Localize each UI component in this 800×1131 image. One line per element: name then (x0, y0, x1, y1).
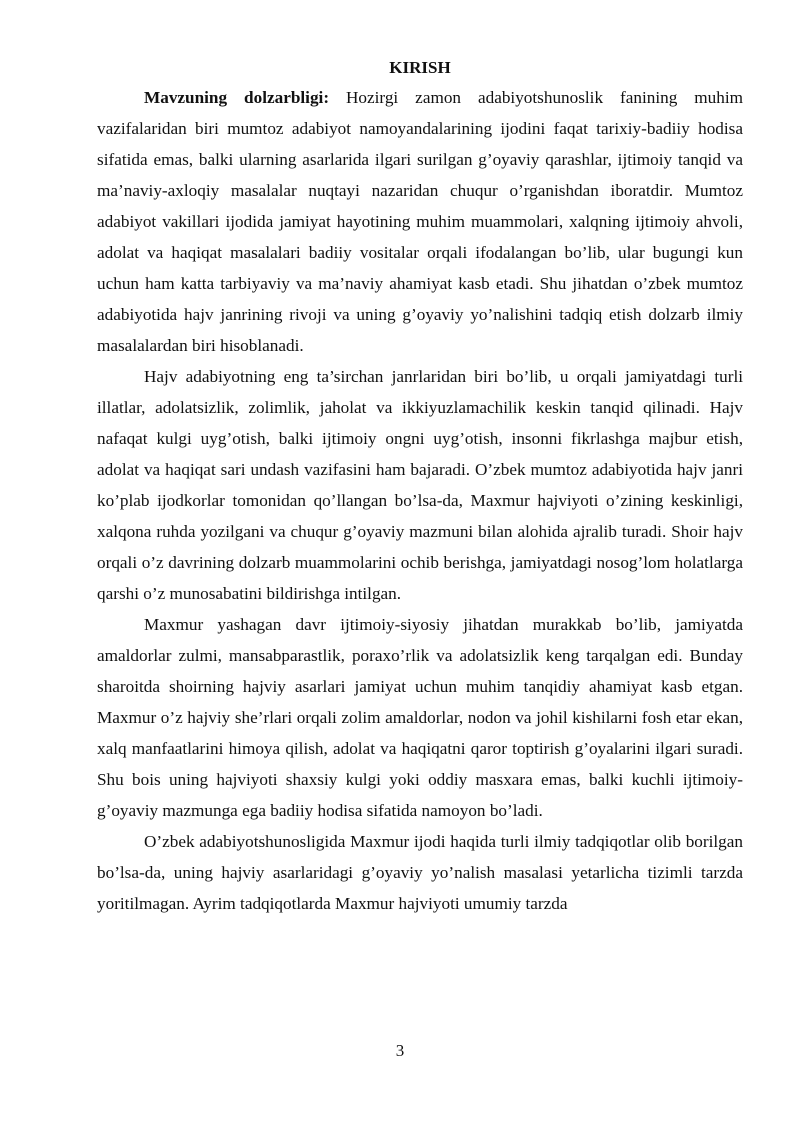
paragraph-text: Maxmur yashagan davr ijtimoiy-siyosiy jihatdan murakkab bo’lib, jamiyatda amaldorlar zulmi, mansabparastlik, poraxo’rlik va adolatsizlik keng tarqalgan edi. Bunday sharoitda shoirning hajviy asarlari jamiyat uchun muhim tanqidiy ahamiyat kasb etgan. Maxmur o’z hajviy she’rlari orqali zolim amaldorlar, nodon va johil kishilarni fosh etar ekan, xalq manfaatlarini himoya qilish, adolat va haqiqatni qaror toptirish g’oyalarini ilgari suradi. Shu bois uning hajviyoti shaxsiy kulgi yoki oddiy masxara emas, balki kuchli ijtimoiy-g’oyaviy mazmunga ega badiiy hodisa sifatida namoyon bo’ladi. (97, 615, 743, 820)
paragraph-research (97, 826, 743, 919)
paragraph-era (97, 609, 743, 826)
paragraph-text: O’zbek adabiyotshunosligida Maxmur ijodi haqida turli ilmiy tadqiqotlar olib borilgan bo’lsa-da, uning hajviy asarlaridagi g’oyaviy yo’nalish masalasi yetarlicha tizimli tarzda yoritilmagan. Ayrim tadqiqotlarda Maxmur hajviyoti umumiy tarzda (97, 832, 743, 913)
paragraph-relevance (97, 82, 743, 361)
section-heading: KIRISH (389, 58, 451, 77)
paragraph-text: Hajv adabiyotning eng ta’sirchan janrlaridan biri bo’lib, u orqali jamiyatdagi turli illatlar, adolatsizlik, zolimlik, jaholat va ikkiyuzlamachilik keskin tanqid qilinadi. Hajv nafaqat kulgi uyg’otish, balki ijtimoiy ongni uyg’otish, insonni fikrlashga majbur etish, adolat va haqiqat sari undash vazifasini ham bajaradi. O’zbek mumtoz adabiyotida hajv janri ko’plab ijodkorlar tomonidan qo’llangan bo’lsa-da, Maxmur hajviyoti o’zining keskinligi, xalqona ruhda yozilgani va chuqur g’oyaviy mazmuni bilan alohida ajralib turadi. Shoir hajv orqali o’z davrining dolzarb muammolarini ochib berishga, jamiyatdagi nosog’lom holatlarga qarshi o’z munosabatini bildirishga intilgan. (97, 367, 743, 603)
paragraph-lead: Mavzuning dolzarbligi: (144, 88, 330, 107)
page-number: 3 (395, 1041, 405, 1060)
document-page (97, 56, 743, 919)
paragraph-satire (97, 361, 743, 609)
paragraph-text: Hozirgi zamon adabiyotshunoslik fanining muhim vazifalaridan biri mumtoz adabiyot namoyandalarining ijodini faqat tarixiy-badiiy hodisa sifatida emas, balki ularning asarlarida ilgari surilgan g’oyaviy qarashlar, ijtimoiy tanqid va ma’naviy-axloqiy masalalar nuqtayi nazaridan chuqur o’rganishdan iboratdir. Mumtoz adabiyot vakillari ijodida jamiyat hayotining muhim muammolari, xalqning ijtimoiy ahvoli, adolat va haqiqat masalalari badiiy vositalar orqali ifodalangan bo’lib, ular bugungi kun uchun ham katta tarbiyaviy va ma’naviy ahamiyat kasb etadi. Shu jihatdan o’zbek mumtoz adabiyotida hajv janrining rivoji va uning g’oyaviy yo’nalishini tadqiq etish dolzarb ilmiy masalalardan biri hisoblanadi. (97, 88, 743, 355)
